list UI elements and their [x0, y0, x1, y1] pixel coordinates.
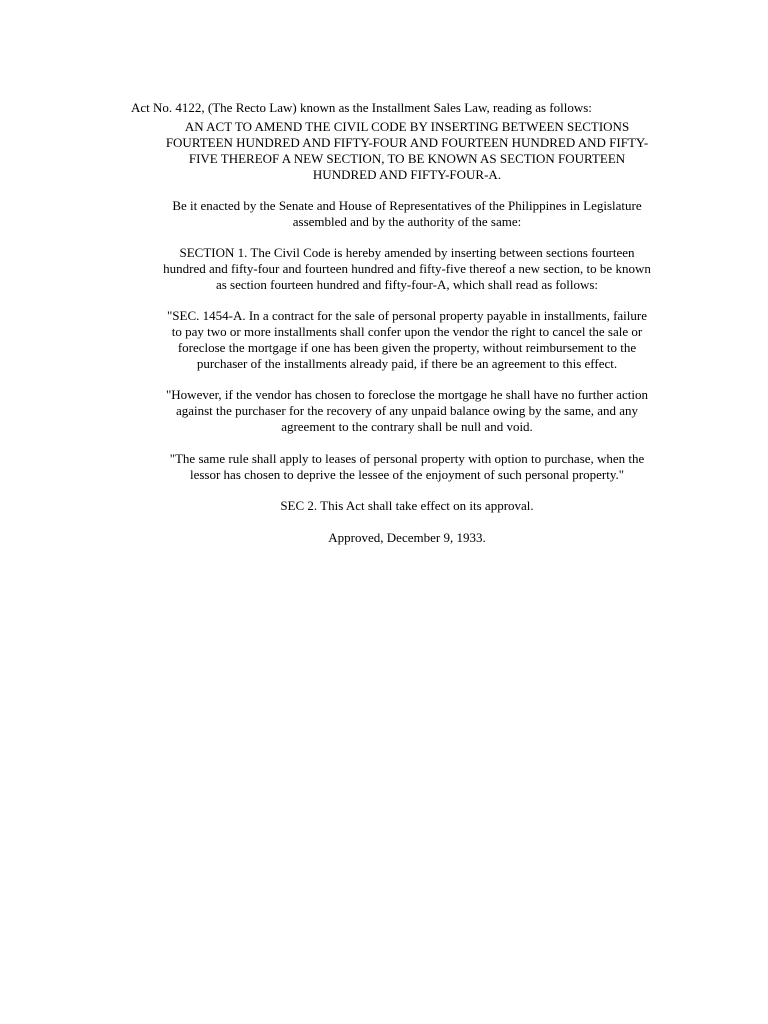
enactment-line: assembled and by the authority of the same:	[292, 214, 522, 229]
same-rule-line: lessor has chosen to deprive the lessee of the enjoyment of such personal property."	[189, 467, 625, 482]
section-1454-a	[136, 308, 678, 372]
section-2	[136, 498, 678, 514]
section-1454-a-line: to pay two or more installments shall confer upon the vendor the right to cancel the sale or	[171, 324, 643, 339]
same-rule-clause	[136, 451, 678, 483]
however-line: agreement to the contrary shall be null and void.	[281, 419, 533, 434]
approval-text: Approved, December 9, 1933.	[328, 530, 486, 545]
section-1454-a-line: purchaser of the installments already paid, if there be an agreement to this effect.	[196, 356, 618, 371]
section-1454-a-line: foreclose the mortgage if one has been given the property, without reimbursement to the	[177, 340, 637, 355]
approval-date	[136, 530, 678, 546]
section-1454-a-line: "SEC. 1454-A. In a contract for the sale of personal property payable in installments, failure	[166, 308, 648, 323]
same-rule-line: "The same rule shall apply to leases of personal property with option to purchase, when the	[169, 451, 645, 466]
however-line: against the purchaser for the recovery of any unpaid balance owing by the same, and any	[175, 403, 639, 418]
section-1-line: SECTION 1. The Civil Code is hereby amended by inserting between sections fourteen	[179, 245, 635, 260]
however-line: "However, if the vendor has chosen to foreclose the mortgage he shall have no further action	[165, 387, 648, 402]
act-title-line: FIVE THEREOF A NEW SECTION, TO BE KNOWN AS SECTION FOURTEEN	[188, 151, 626, 166]
act-title-line: FOURTEEN HUNDRED AND FIFTY-FOUR AND FOURTEEN HUNDRED AND FIFTY-	[165, 135, 649, 150]
enactment-clause	[136, 198, 678, 230]
enactment-line: Be it enacted by the Senate and House of Representatives of the Philippines in Legislature	[172, 198, 642, 213]
section-2-text: SEC 2. This Act shall take effect on its approval.	[280, 498, 534, 513]
act-title-line: HUNDRED AND FIFTY-FOUR-A.	[312, 167, 502, 182]
section-1	[136, 245, 678, 293]
however-clause	[136, 387, 678, 435]
intro-text: Act No. 4122, (The Recto Law) known as the Installment Sales Law, reading as follows:	[131, 100, 592, 115]
act-title	[136, 119, 678, 183]
section-1-line: as section fourteen hundred and fifty-four-A, which shall read as follows:	[215, 277, 599, 292]
section-1-line: hundred and fifty-four and fourteen hundred and fifty-five thereof a new section, to be known	[163, 261, 651, 276]
act-title-line: AN ACT TO AMEND THE CIVIL CODE BY INSERTING BETWEEN SECTIONS	[184, 119, 630, 134]
